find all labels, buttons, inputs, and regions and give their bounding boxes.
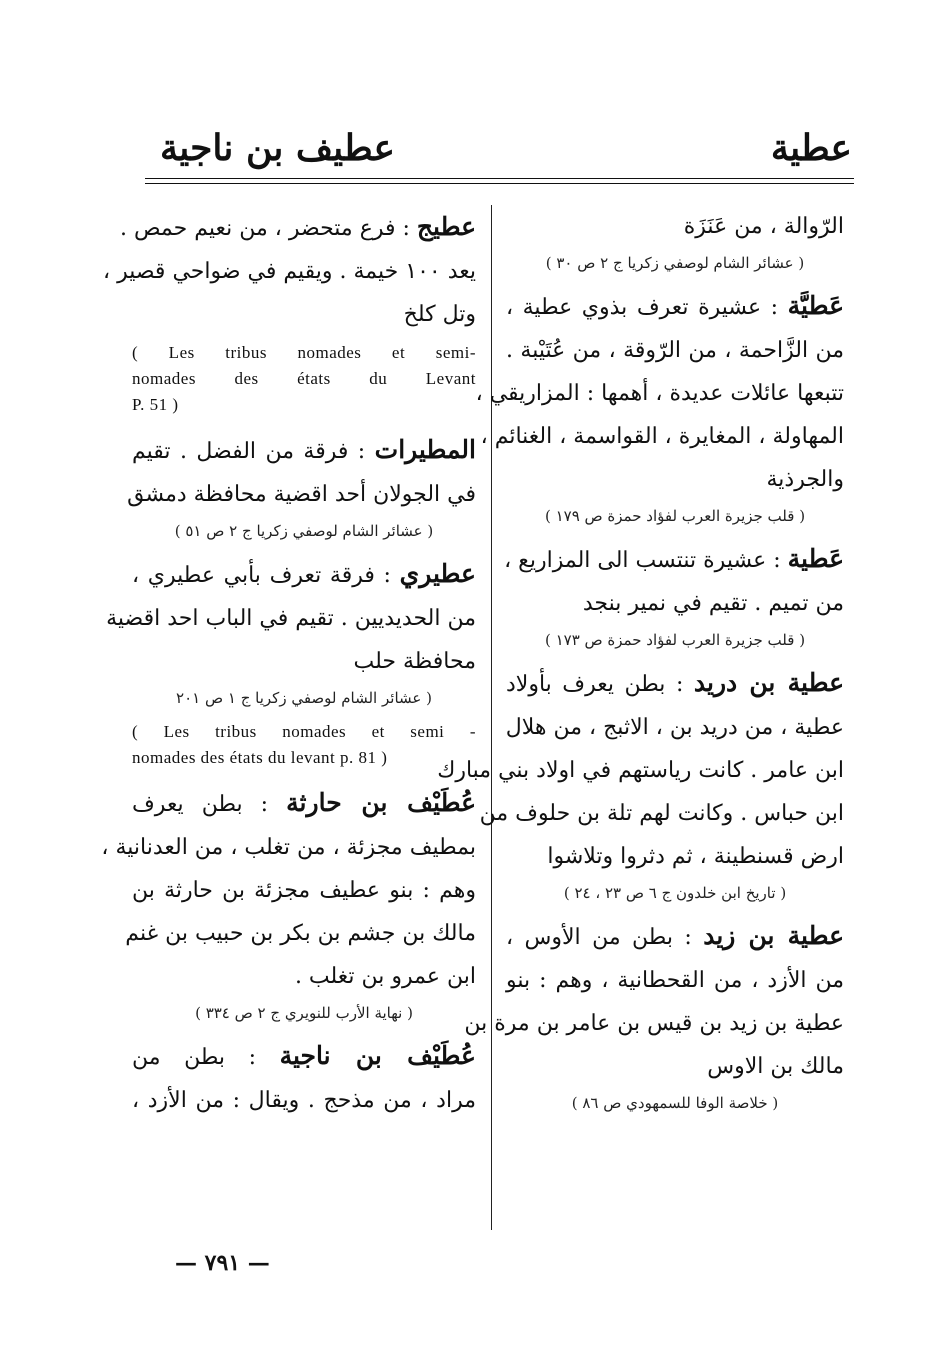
latin-line: ( Les tribus nomades et semi- — [132, 343, 476, 362]
entry-line: الرّوالة ، من عَنَزَة — [683, 214, 844, 239]
entry-line: محافظة حلب — [353, 649, 476, 674]
entry-line: : بطن من الأوس ، — [506, 925, 692, 950]
source-citation: ( قلب جزيرة العرب لفؤاد حمزة ص ١٧٩ ) — [544, 507, 806, 525]
entry — [132, 1034, 476, 1122]
entry-line: بمطيف مجزئة ، من تغلب ، من العدنانية ، — [101, 835, 476, 860]
source-citation: ( تاريخ ابن خلدون ج ٦ ص ٢٣ ، ٢٤ ) — [563, 884, 787, 902]
entry-line: : عشيرة تنتسب الى المزاريع ، — [504, 548, 781, 573]
entry-headword: عطية بن دريد — [693, 668, 844, 697]
entry — [464, 914, 844, 1116]
source-citation: ( عشائر الشام لوصفي زكريا ج ٢ ص ٣٠ ) — [545, 254, 805, 272]
entry-line: من تميم . تقيم في نمير بنجد — [582, 591, 844, 616]
page-number: — ٧٩١ — — [175, 1250, 270, 1276]
entry-headword: عطيج — [416, 212, 476, 241]
source-citation: ( عشائر الشام لوصفي زكريا ج ٢ ص ٥١ ) — [174, 522, 434, 540]
latin-line: P. 51 ) — [132, 395, 179, 414]
source-citation: ( قلب جزيرة العرب لفؤاد حمزة ص ١٧٣ ) — [544, 631, 806, 649]
source-citation: ( خلاصة الوفا للسمهودي ص ٨٦ ) — [571, 1094, 779, 1112]
latin-line: nomades des états du levant p. 81 ) — [132, 748, 388, 767]
entry-headword: عَطية — [787, 544, 844, 573]
running-head-right: عطية — [770, 127, 852, 169]
entry-headword: عُطَيْف بن ناجية — [279, 1041, 476, 1070]
entry-line: وتل كلخ — [403, 302, 476, 327]
source-citation: ( عشائر الشام لوصفي زكريا ج ١ ص ٢٠١ — [176, 689, 432, 707]
entry-headword: عُطَيْف بن حارثة — [286, 788, 477, 817]
latin-line: ( Les tribus nomades et semi - — [132, 722, 476, 741]
latin-citation — [132, 340, 476, 418]
entry-line: : بطن يعرف — [132, 792, 269, 817]
entry-line: مالك بن جشم بن بكر بن حبيب بن غنم — [125, 921, 476, 946]
entry-line: والجرذية — [766, 467, 844, 492]
entry-line: : بطن يعرف بأولاد — [506, 672, 684, 697]
entry-headword: عَطيَّة — [787, 291, 844, 320]
entry-line: ابن عامر . كانت رياستهم في اولاد بني مبارك — [437, 758, 844, 783]
header-rule — [145, 183, 854, 184]
entry — [102, 205, 476, 418]
entry-line: : فرع متحضر ، من نعيم حمص . — [119, 216, 410, 241]
left-column — [101, 205, 477, 1122]
running-head-left: عطيف بن ناجية — [160, 127, 396, 169]
entry-line: يعد ١٠٠ خيمة . ويقيم في ضواحي قصير ، — [102, 259, 476, 284]
entry-line: عطية بن زيد بن قيس بن عامر بن مرة بن — [464, 1011, 844, 1036]
entry-line: : فرقة من الفضل . تقيم — [132, 439, 366, 464]
entry-headword: عطية بن زيد — [703, 921, 844, 950]
latin-line: nomades des états du Levant — [132, 369, 476, 388]
entry — [506, 537, 844, 653]
entry-line: : فرقة تعرف بأبي عطيري ، — [132, 563, 391, 588]
entry-line: عطية ، من دريد بن ، الاثبج ، من هلال — [505, 715, 844, 740]
entry-line: من الزَّاحمة ، من الرّوقة ، من عُتَيْبة . — [506, 338, 844, 363]
entry-line: وهم : بنو عطيف مجزئة بن حارثة بن — [132, 878, 476, 903]
entry-headword: المطيرات — [374, 435, 476, 464]
source-citation: ( نهاية الأرب للنويري ج ٢ ص ٣٣٤ ) — [195, 1004, 413, 1022]
entry-line: من الأزد ، من القحطانية ، وهم : بنو — [506, 968, 844, 993]
entry — [101, 781, 477, 1026]
entry-line: المهاولة ، المغايرة ، القواسمة ، الغنائم ، — [480, 424, 844, 449]
entry — [127, 428, 476, 544]
entry — [506, 205, 844, 276]
entry — [437, 661, 844, 906]
latin-citation — [132, 719, 476, 771]
entry-line: في الجولان أحد اقضية محافظة دمشق — [127, 482, 476, 507]
entry-line: مالك بن الاوس — [707, 1054, 844, 1079]
entry — [106, 552, 476, 771]
entry-line: ابن حباس . وكانت لهم تلة بن حلوف من — [479, 801, 844, 826]
entry-line: ابن عمرو بن تغلب . — [294, 964, 476, 989]
entry-line: ارض قسنطينة ، ثم دثروا وتلاشوا — [547, 844, 844, 869]
entry-line: مراد ، من مذحج . ويقال : من الأزد ، — [132, 1088, 476, 1113]
entry — [475, 284, 844, 529]
entry-line: من الحديديين . تقيم في الباب احد اقضية — [106, 606, 476, 631]
entry-headword: عطيري — [399, 559, 476, 588]
entry-line: تتبعها عائلات عديدة ، أهمها : المزاريقي ، — [475, 381, 844, 406]
entry-line: : عشيرة تعرف بذوي عطية ، — [506, 295, 779, 320]
column-separator — [491, 205, 492, 1230]
header-rule — [145, 178, 854, 179]
entry-line: : بطن من — [132, 1045, 257, 1070]
